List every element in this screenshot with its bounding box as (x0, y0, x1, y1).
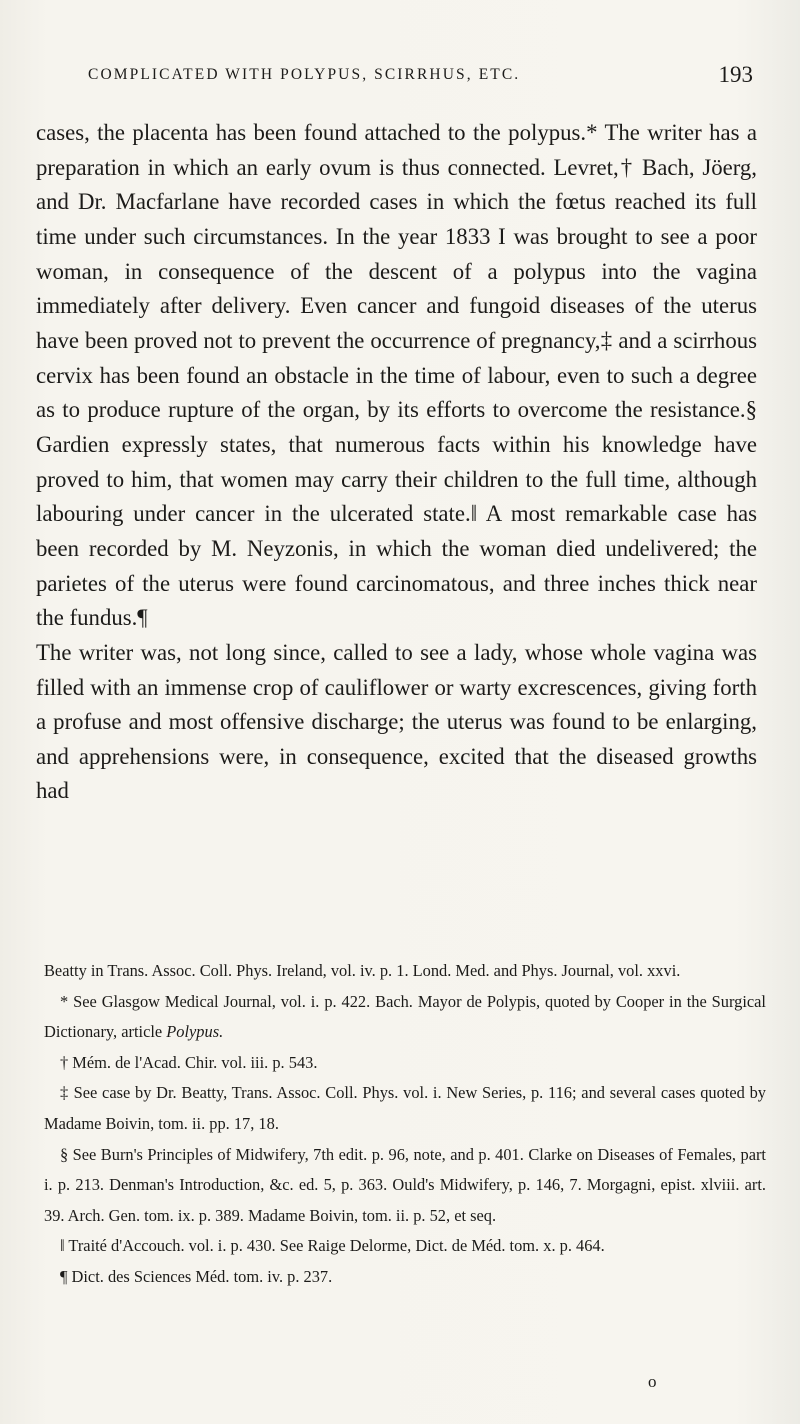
footnote-section: § See Burn's Principles of Midwifery, 7th edit. p. 96, note, and p. 401. Clarke on Diseases of Females, part i. p. 213. Denman's Introduction, &c. ed. 5, p. 363. Ould's Midwifery, p. 146, 7. Morgagni, epist. xlviii. art. 39. Arch. Gen. tom. ix. p. 389. Madame Boivin, tom. ii. p. 52, et seq. (44, 1144, 766, 1225)
footnote-star-text: * See Glasgow Medical Journal, vol. i. p. 422. Bach. Mayor de Polypis, quoted by Cooper in the Surgical Dictionary, article (44, 991, 766, 1042)
body-text (36, 116, 757, 809)
footnote-continuation: Beatty in Trans. Assoc. Coll. Phys. Ireland, vol. iv. p. 1. Lond. Med. and Phys. Journal, vol. xxvi. (44, 961, 681, 980)
footnote-dagger: † Mém. de l'Acad. Chir. vol. iii. p. 543. (60, 1052, 318, 1072)
page-number: 193 (718, 62, 753, 87)
running-title: COMPLICATED WITH POLYPUS, SCIRRHUS, ETC. (88, 66, 521, 83)
footnotes (44, 956, 766, 1293)
footnote-parallel: ‖ Traité d'Accouch. vol. i. p. 430. See Raige Delorme, Dict. de Méd. tom. x. p. 464. (60, 1236, 605, 1256)
signature-mark: o (648, 1372, 657, 1391)
body-paragraph: cases, the placenta has been found attached to the polypus.* The writer has a preparation in which an early ovum is thus connected. Levret,† Bach, Jöerg, and Dr. Macfarlane have recorded cases in which the fœtus reached its full time under such circumstances. In the year 1833 I was brought to see a poor woman, in consequence of the descent of a polypus into the vagina immediately after delivery. Even cancer and fungoid diseases of the uterus have been proved not to prevent the occurrence of pregnancy,‡ and a scirrhous cervix has been found an obstacle in the time of labour, even to such a degree as to produce rupture of the organ, by its efforts to overcome the resistance.§ Gardien expressly states, that numerous facts within his knowledge have proved to him, that women may carry their children to the full time, although labouring under cancer in the ulcerated state.‖ A most remarkable case has been recorded by M. Neyzonis, in which the woman died undelivered; the parietes of the uterus were found carcinomatous, and three inches thick near the fundus.¶ (36, 120, 757, 631)
footnote-star (44, 987, 766, 1048)
body-paragraph: The writer was, not long since, called to see a lady, whose whole vagina was filled with an immense crop of cauliflower or warty excrescences, giving forth a profuse and most offensive discharge; the uterus was found to be enlarging, and apprehensions were, in consequence, excited that the diseased growths had (36, 639, 757, 804)
running-head (88, 62, 753, 92)
footnote-double-dagger: ‡ See case by Dr. Beatty, Trans. Assoc. Coll. Phys. vol. i. New Series, p. 116; and several cases quoted by Madame Boivin, tom. ii. pp. 17, 18. (44, 1083, 766, 1133)
footnote-pilcrow: ¶ Dict. des Sciences Méd. tom. iv. p. 237. (60, 1266, 333, 1286)
footnote-star-article: Polypus. (166, 1022, 224, 1042)
